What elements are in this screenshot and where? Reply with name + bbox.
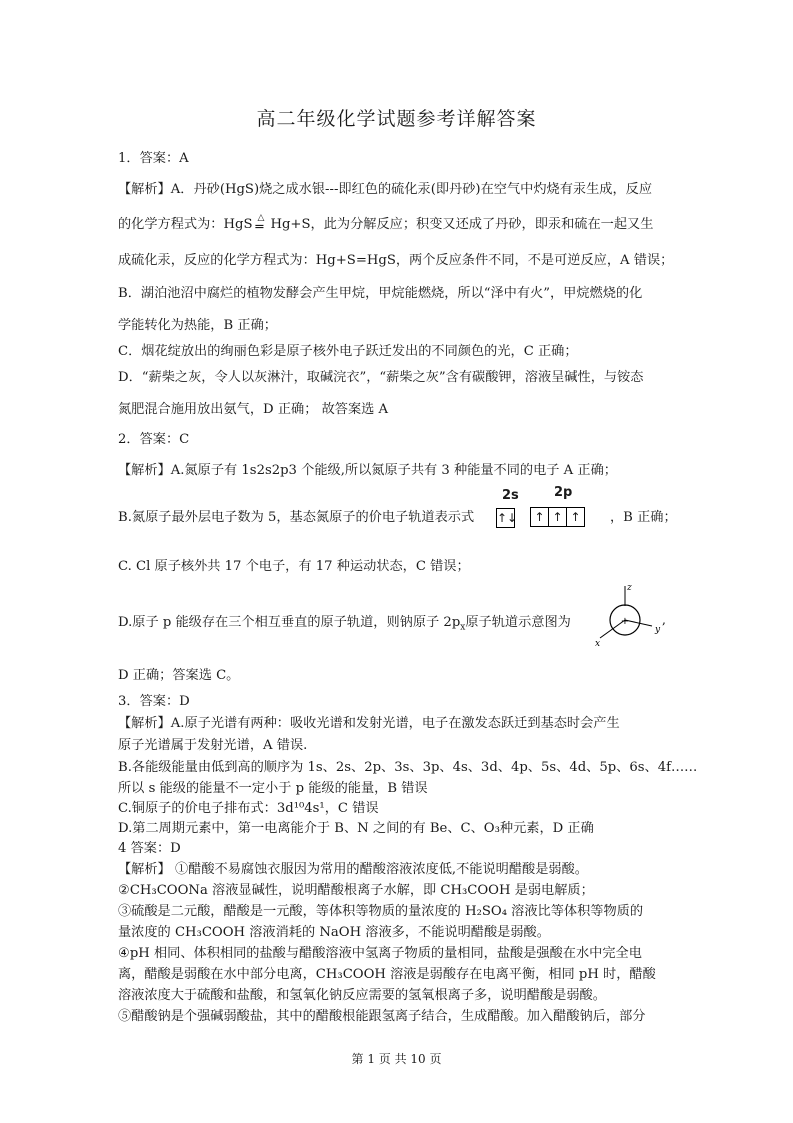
q1-line: 成硫化汞，反应的化学方程式为：Hg+S=HgS，两个反应条件不同，不是可逆反应，A 错误； xyxy=(118,253,674,268)
q1-line: 【解析】A．丹砂(HgS)烧之成水银---即红色的硫化汞(即丹砂)在空气中灼烧有汞生成，反应 xyxy=(118,182,653,197)
q3-line: B.各能级能量由低到高的顺序为 1s、2s、2p、3s、3p、4s、3d、4p、5s、4d、5p、6s、4f…… xyxy=(118,760,698,775)
orbital-box: ↑↓ xyxy=(496,508,515,528)
q3-line: D.第二周期元素中，第一电离能介于 B、N 之间的有 Be、C、O₃种元素，D 正确 xyxy=(118,821,594,836)
q4-line: ③硫酸是二元酸，醋酸是一元酸，等体积等物质的量浓度的 H₂SO₄ 溶液比等体积等物质的 xyxy=(118,904,644,919)
orbital-box: ↑ xyxy=(549,507,567,527)
orbital-2s-box xyxy=(496,507,518,528)
orbital-plus-sign: + xyxy=(620,616,630,627)
q1-line: 氮肥混合施用放出氨气，D 正确； 故答案选 A xyxy=(118,402,389,417)
q4-line: 量浓度的 CH₃COOH 溶液消耗的 NaOH 溶液多，不能说明醋酸是弱酸。 xyxy=(118,925,550,940)
q3-line: 【解析】A.原子光谱有两种：吸收光谱和发射光谱，电子在激发态跃迁到基态时会产生 xyxy=(118,716,620,731)
axis-label-x: x xyxy=(595,639,601,648)
page-title: 高二年级化学试题参考详解答案 xyxy=(256,108,537,130)
svg-text:,: , xyxy=(662,613,666,627)
q3-line: C.铜原子的价电子排布式：3d¹⁰4s¹，C 错误 xyxy=(118,801,379,816)
q4-line: ②CH₃COONa 溶液显碱性，说明醋酸根离子水解，即 CH₃COOH 是弱电解质； xyxy=(118,883,594,898)
q4-line: 离，醋酸是弱酸在水中部分电离，CH₃COOH 溶液是弱酸存在电离平衡，相同 pH 时，醋酸 xyxy=(118,967,656,982)
heat-equals-symbol: △ ═ xyxy=(255,213,265,235)
q1-line: 的化学方程式为：HgS xyxy=(118,217,253,232)
q1-line: 学能转化为热能，B 正确； xyxy=(118,318,277,333)
q2-line-d-subscript: x xyxy=(460,622,466,633)
q2-answer: 2．答案：C xyxy=(118,432,190,447)
orbital-box: ↑ xyxy=(567,507,585,527)
page-footer: 第 1 页 共 10 页 xyxy=(351,1052,442,1066)
axis-label-y: y xyxy=(655,625,661,635)
q3-line: 所以 s 能级的能量不一定小于 p 能级的能量，B 错误 xyxy=(118,781,428,796)
q1-line: Hg+S，此为分解反应；积变又还成了丹砂，即汞和硫在一起又生 xyxy=(270,217,654,232)
q2-line-b-text: B.氮原子最外层电子数为 5，基态氮原子的价电子轨道表示式 xyxy=(118,510,475,525)
q2-line-c: C. Cl 原子核外共 17 个电子，有 17 种运动状态，C 错误； xyxy=(118,559,470,574)
q4-line: ⑤醋酸钠是个强碱弱酸盐，其中的醋酸根能跟氢离子结合，生成醋酸。加入醋酸钠后，部分 xyxy=(118,1009,646,1024)
q2-line-d-end: 原子轨道示意图为 xyxy=(465,615,571,630)
orbital-label-2p: 2p xyxy=(554,485,573,500)
q4-line: 溶液浓度大于硫酸和盐酸，和氢氧化钠反应需要的氢氧根离子多，说明醋酸是弱酸。 xyxy=(118,988,606,1003)
q3-answer: 3．答案：D xyxy=(118,694,190,709)
q2-line-b-end: ，B 正确； xyxy=(610,510,677,525)
q2-line-d2: D 正确；答案选 C。 xyxy=(118,668,240,683)
q4-answer: 4 答案：D xyxy=(118,841,181,856)
orbital-diagram xyxy=(496,485,606,534)
q2-line-a: 【解析】A.氮原子有 1s2s2p3 个能级,所以氮原子共有 3 种能量不同的电子 A 正确； xyxy=(118,463,617,478)
orbital-label-2s: 2s xyxy=(502,488,519,503)
p-orbital-diagram xyxy=(592,582,672,648)
q2-line-d-text: D.原子 p 能级存在三个相互垂直的原子轨道，则钠原子 2p xyxy=(118,615,461,630)
q4-line: ④pH 相同、体积相同的盐酸与醋酸溶液中氢离子物质的量相同，盐酸是强酸在水中完全电 xyxy=(118,946,642,961)
q1-equation-line xyxy=(118,213,688,235)
axis-label-z: z xyxy=(627,583,632,593)
q1-line: C．烟花绽放出的绚丽色彩是原子核外电子跃迁发出的不同颜色的光，C 正确； xyxy=(118,344,578,359)
q4-line: 【解析】 ①醋酸不易腐蚀衣服因为常用的醋酸溶液浓度低,不能说明醋酸是弱酸。 xyxy=(118,862,588,877)
q1-line: B．湖泊池沼中腐烂的植物发酵会产生甲烷，甲烷能燃烧，所以“泽中有火”，甲烷燃烧的化 xyxy=(118,286,643,301)
orbital-2p-boxes xyxy=(530,507,585,527)
q3-line: 原子光谱属于发射光谱，A 错误. xyxy=(118,738,308,753)
q1-answer: 1．答案：A xyxy=(118,151,189,166)
q1-line: D．“薪柴之灰，令人以灰淋汁，取碱浣衣”，“薪柴之灰”含有碳酸钾，溶液呈碱性，与铵态 xyxy=(118,370,644,385)
orbital-box: ↑ xyxy=(530,507,549,527)
